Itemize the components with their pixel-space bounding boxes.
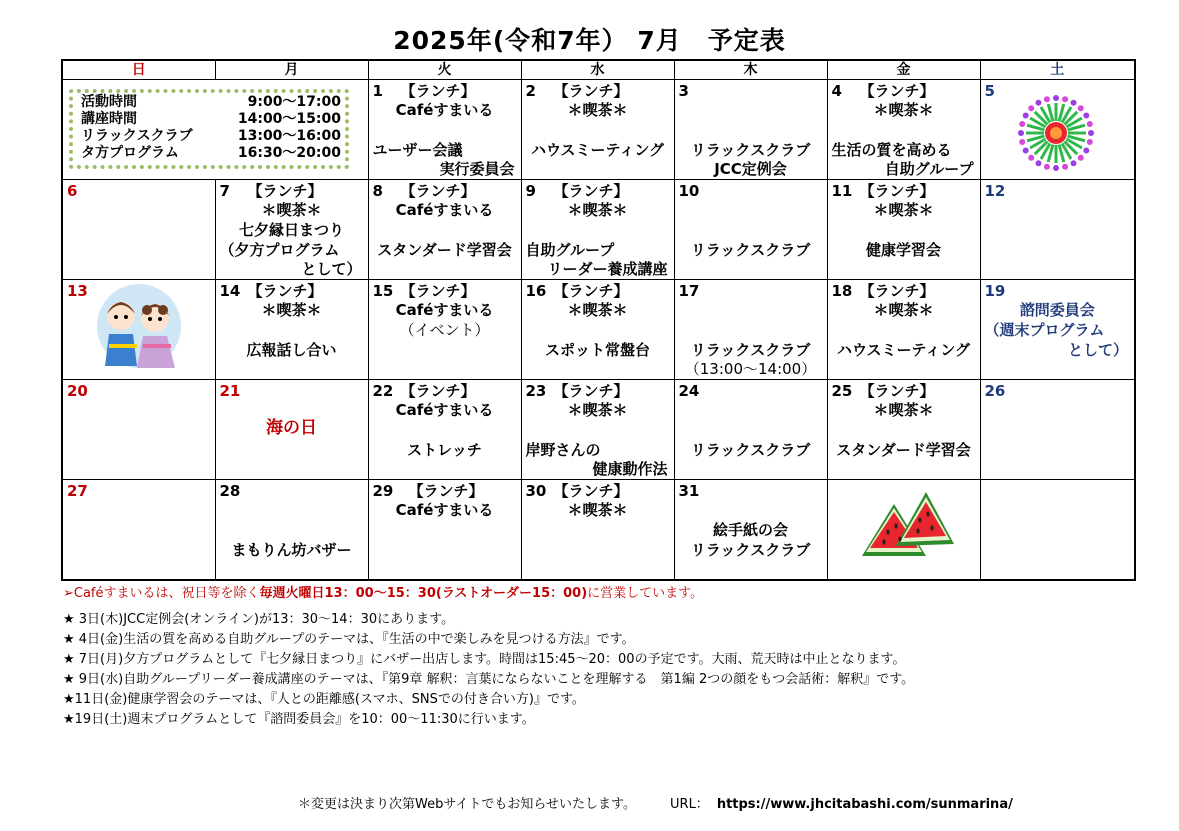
page-title: 2025年(令和7年） 7月 予定表: [393, 26, 786, 55]
lunch-label: 【ランチ】: [553, 182, 629, 200]
day-cell-13: [62, 280, 215, 380]
event-label: まもりん坊バザー: [231, 541, 352, 559]
url-label: URL：: [670, 797, 709, 812]
event-label: スポット常盤台: [544, 341, 650, 359]
footer-notice: ＊変更は決まり次第Webサイトでもお知らせいたします。: [298, 797, 637, 812]
day-cell-3: [674, 80, 827, 180]
legend-row: リラックスクラブ 13:00～16:00: [81, 128, 341, 144]
day-number: 11: [831, 182, 853, 200]
event-label: リラックスクラブ: [690, 541, 811, 559]
lunch-label: 【ランチ】: [859, 282, 935, 300]
tanabata-couple-icon: [91, 282, 187, 376]
day-number: 20: [67, 382, 88, 400]
kissa-label: ＊喫茶＊: [873, 101, 934, 119]
week-5: [62, 480, 1135, 581]
legend-row: タ方プログラム 16:30～20:00: [81, 145, 341, 161]
event-label: として）: [301, 260, 362, 278]
lunch-label: 【ランチ】: [553, 482, 629, 500]
day-number: 22: [372, 382, 394, 400]
day-cell-5: [980, 80, 1135, 180]
lunch-label: 【ランチ】: [400, 282, 476, 300]
day-cell-2: [521, 80, 674, 180]
event-label: 実行委員会: [439, 160, 515, 178]
event-label: 広報話し合い: [246, 341, 337, 359]
day-cell-7: [215, 180, 368, 280]
weekday-tue: 火: [368, 60, 521, 80]
day-number: 9: [525, 182, 536, 200]
day-cell-27: [62, 480, 215, 581]
cafe-label: Caféすまいる: [395, 301, 494, 319]
website-url[interactable]: https://www.jhcitabashi.com/sunmarina/: [716, 797, 1013, 812]
day-cell-21: [215, 380, 368, 480]
weekday-fri: 金: [827, 60, 980, 80]
event-label: 自助グループ: [525, 241, 615, 259]
lunch-label: 【ランチ】: [400, 182, 476, 200]
week-2: [62, 180, 1135, 280]
day-cell-25: [827, 380, 980, 480]
day-cell-23: [521, 380, 674, 480]
kissa-label: ＊喫茶＊: [567, 501, 628, 519]
weekday-wed: 水: [521, 60, 674, 80]
lunch-label: 【ランチ】: [859, 82, 935, 100]
day-number: 6: [67, 182, 78, 200]
day-number: 16: [525, 282, 547, 300]
event-label: 諮問委員会: [1019, 301, 1095, 319]
event-label: 七夕縁日まつり: [238, 221, 344, 239]
note-item: ★11日(金)健康学習会のテーマは、『人との距離感(スマホ、SNSでの付き合い方)』です。: [63, 692, 585, 707]
kissa-label: ＊喫茶＊: [261, 201, 322, 219]
lunch-label: 【ランチ】: [553, 282, 629, 300]
day-number: 29: [372, 482, 394, 500]
notes-section: [63, 584, 914, 730]
event-label: ユーザー会議: [372, 141, 463, 159]
weekday-thu: 木: [674, 60, 827, 80]
day-cell-4: [827, 80, 980, 180]
day-number: 27: [67, 482, 88, 500]
lunch-label: 【ランチ】: [247, 282, 323, 300]
lunch-label: 【ランチ】: [859, 382, 935, 400]
event-label: として）: [1067, 341, 1128, 359]
event-label: リラックスクラブ: [690, 141, 811, 159]
day-cell-29: [368, 480, 521, 581]
day-number: 7: [219, 182, 230, 200]
cafe-hours-note: ➢Caféすまいるは、祝日等を除く毎週火曜日13：00～15：30(ラストオーダー15：00)に営業しています。: [63, 586, 704, 601]
lunch-label: 【ランチ】: [400, 382, 476, 400]
day-number: 31: [678, 482, 700, 500]
day-number: 23: [525, 382, 547, 400]
event-label: スタンダード学習会: [836, 441, 971, 459]
legend-row: 活動時間 9:00～17:00: [81, 94, 341, 110]
event-label: ストレッチ: [407, 441, 482, 459]
event-label: 健康動作法: [592, 460, 668, 478]
kissa-label: ＊喫茶＊: [567, 201, 628, 219]
week-3: [62, 280, 1135, 380]
day-cell-empty: [980, 480, 1135, 581]
cafe-label: Caféすまいる: [395, 501, 494, 519]
day-number: 28: [219, 482, 241, 500]
calendar: [61, 59, 1136, 581]
lunch-label: 【ランチ】: [400, 82, 476, 100]
event-label: 岸野さんの: [525, 441, 601, 459]
weekday-sat: 土: [980, 60, 1135, 80]
cafe-label: Caféすまいる: [395, 401, 494, 419]
note-item: ★ 9日(水)自助グループリーダー養成講座のテーマは、『第9章 解釈：言葉にならないことを理解する 第1編 2つの顔をもつ会話術：解釈』です。: [63, 672, 915, 687]
day-number: 17: [678, 282, 700, 300]
day-number: 2: [525, 82, 536, 100]
kissa-label: ＊喫茶＊: [261, 301, 322, 319]
event-label: リラックスクラブ: [690, 241, 811, 259]
day-number: 19: [984, 282, 1006, 300]
note-item: ★ 3日(木)JCC定例会(オンライン)が13：30～14：30にあります。: [63, 612, 455, 627]
kissa-label: ＊喫茶＊: [567, 401, 628, 419]
watermelon-icon: [856, 484, 956, 568]
event-label: （イベント）: [399, 321, 490, 339]
day-cell-16: [521, 280, 674, 380]
day-number: 3: [678, 82, 689, 100]
day-cell-1: [368, 80, 521, 180]
event-time: （13:00～14:00）: [684, 360, 817, 378]
lunch-label: 【ランチ】: [859, 182, 935, 200]
day-cell-31: [674, 480, 827, 581]
day-number: 15: [372, 282, 394, 300]
firework-icon: [1013, 90, 1099, 176]
day-cell-18: [827, 280, 980, 380]
note-item: ★19日(土)週末プログラムとして『諮問委員会』を10：00～11:30に行います。: [63, 712, 535, 727]
day-number: 13: [67, 282, 88, 300]
week-4: [62, 380, 1135, 480]
day-cell-30: [521, 480, 674, 581]
day-cell-15: [368, 280, 521, 380]
day-cell-24: [674, 380, 827, 480]
event-label: ハウスミーティング: [530, 141, 665, 159]
weekday-header: [62, 60, 1135, 80]
day-cell-9: [521, 180, 674, 280]
event-label: 健康学習会: [865, 241, 941, 259]
day-cell-28: [215, 480, 368, 581]
event-label: スタンダード学習会: [377, 241, 512, 259]
day-number: 26: [984, 382, 1006, 400]
event-label: 自助グループ: [884, 160, 974, 178]
cafe-label: Caféすまいる: [395, 201, 494, 219]
event-label: リラックスクラブ: [690, 441, 811, 459]
event-label: （夕方プログラム: [219, 241, 340, 259]
kissa-label: ＊喫茶＊: [873, 301, 934, 319]
watermelon-cell: [827, 480, 980, 581]
note-item: ★ 7日(月)夕方プログラムとして『七夕縁日まつり』にバザー出店します。時間は15:45～20：00の予定です。大雨、荒天時は中止となります。: [63, 652, 906, 667]
day-number: 1: [372, 82, 383, 100]
day-cell-10: [674, 180, 827, 280]
footer: [298, 793, 1013, 812]
event-label: JCC定例会: [714, 160, 787, 178]
activity-hours-legend: [69, 89, 349, 169]
kissa-label: ＊喫茶＊: [567, 101, 628, 119]
event-label: リーダー養成講座: [547, 260, 668, 278]
day-number: 12: [984, 182, 1006, 200]
kissa-label: ＊喫茶＊: [873, 201, 934, 219]
lunch-label: 【ランチ】: [247, 182, 323, 200]
event-label: （週末プログラム: [984, 321, 1105, 339]
legend-cell: [62, 80, 368, 180]
weekday-mon: 月: [215, 60, 368, 80]
day-number: 24: [678, 382, 700, 400]
lunch-label: 【ランチ】: [553, 82, 629, 100]
day-cell-8: [368, 180, 521, 280]
day-cell-14: [215, 280, 368, 380]
legend-row: 講座時間 14:00～15:00: [81, 111, 341, 127]
day-number: 14: [219, 282, 241, 300]
day-number: 10: [678, 182, 700, 200]
note-item: ★ 4日(金)生活の質を高める自助グループのテーマは、『生活の中で楽しみを見つける方法』です。: [63, 632, 635, 647]
event-label: 生活の質を高める: [831, 141, 952, 159]
day-cell-17: [674, 280, 827, 380]
day-number: 21: [219, 382, 241, 400]
day-cell-22: [368, 380, 521, 480]
day-cell-26: [980, 380, 1135, 480]
cafe-label: Caféすまいる: [395, 101, 494, 119]
day-cell-20: [62, 380, 215, 480]
kissa-label: ＊喫茶＊: [873, 401, 934, 419]
event-label: ハウスミーティング: [836, 341, 971, 359]
lunch-label: 【ランチ】: [408, 482, 484, 500]
day-cell-12: [980, 180, 1135, 280]
kissa-label: ＊喫茶＊: [567, 301, 628, 319]
lunch-label: 【ランチ】: [553, 382, 629, 400]
day-number: 8: [372, 182, 383, 200]
day-number: 25: [831, 382, 853, 400]
day-cell-11: [827, 180, 980, 280]
day-number: 5: [984, 82, 995, 100]
weekday-sun: 日: [62, 60, 215, 80]
holiday-label: 海の日: [266, 418, 317, 438]
day-number: 30: [525, 482, 547, 500]
event-label: 絵手紙の会: [712, 521, 788, 539]
day-cell-19: [980, 280, 1135, 380]
day-number: 18: [831, 282, 853, 300]
day-number: 4: [831, 82, 842, 100]
week-1: [62, 80, 1135, 180]
day-cell-6: [62, 180, 215, 280]
event-label: リラックスクラブ: [690, 341, 811, 359]
